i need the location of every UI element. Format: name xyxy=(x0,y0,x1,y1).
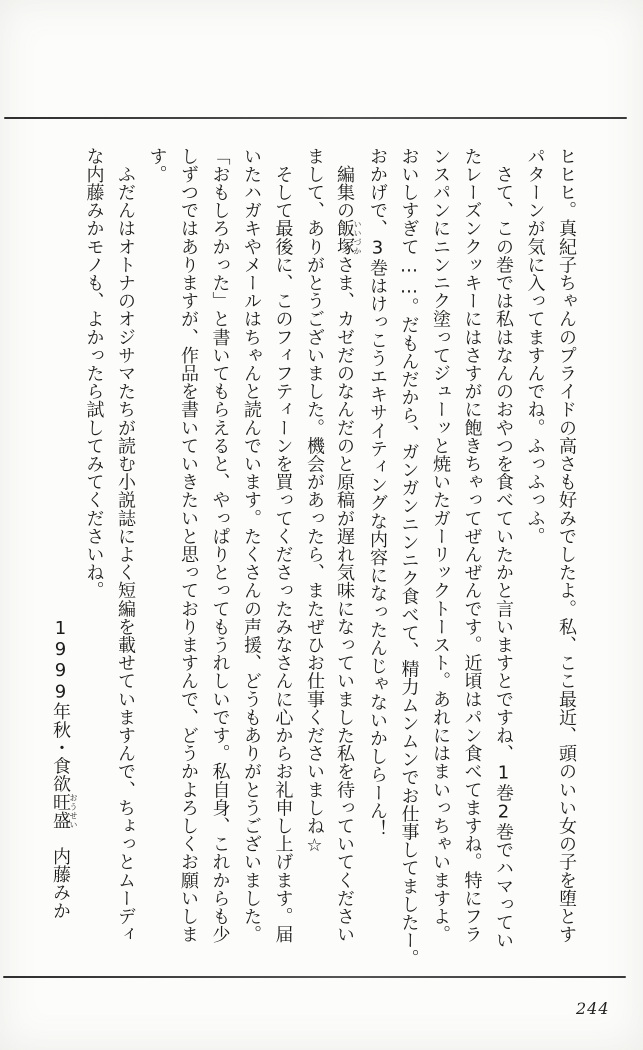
text-column: そして最後に、このフィフティーンを買ってくださったみなさんに心からお礼申し上げます。届 xyxy=(272,147,294,944)
text-column: おかげで、3巻はけっこうエキサイティングな内容になったんじゃないかしらーん！ xyxy=(367,147,388,838)
text-column: な内藤みかモノも、よかったら試してみてくださいね。 xyxy=(83,147,105,600)
top-rule xyxy=(4,117,627,119)
text-column: しずつではありますが、作品を書いていきたいと思っておりますんで、どうかよろしくお願いしま xyxy=(178,147,199,944)
bottom-rule xyxy=(3,976,626,978)
text-column: ヒヒヒ。真紀子ちゃんのプライドの高さも好みでしたよ。私、ここ最近、頭のいい女の子を堕とす xyxy=(556,147,577,944)
text-column: いたハガキやメールはちゃんと読んでいます。たくさんの声援、どうもありがとうございました。 xyxy=(241,147,262,944)
text-column: す。 xyxy=(146,147,168,184)
text-column: たレーズンクッキーにはさすがに飽きちゃってぜんぜんです。近頃はパン食べてますね。特にフラ xyxy=(461,147,483,944)
page-number: 244 xyxy=(576,999,610,1018)
text-column: 「おもしろかった」と書いてもらえると、やっぱりとってもうれしいです。私自身、これからも少 xyxy=(209,147,231,944)
text-column: ふだんはオトナのオジサマたちが読む小説誌によく短編を載せていますんで、ちょっとムーディ xyxy=(115,147,136,944)
ruby-annotated-word: 旺盛おうせい xyxy=(50,792,78,830)
text-column: 編集の飯塚いいづかさま、カゼだのなんだのと原稿が遅れ気味になっていました私を待っていてください xyxy=(334,147,362,944)
text-column: パターンが気に入ってますんでね。ふっふっふ。 xyxy=(524,147,546,546)
afterword-columns xyxy=(78,147,582,967)
text-column: おいしすぎて……。だもんだから、ガンガンニンニク食べて、精力ムンムンでお仕事してましたー。 xyxy=(398,147,420,968)
text-column: まして、ありがとうございました。機会があったら、またぜひお仕事くださいましね☆ xyxy=(304,147,325,856)
text-column: さて、この巻では私はなんのおやつを食べていたかと言いますとですね、1巻2巻でハマってい xyxy=(493,147,514,950)
author-signature: 1999年秋・食欲旺盛おうせい 内藤みか xyxy=(50,618,78,920)
text-column: ンスパンにニンニク塗ってジューッと焼いたガーリックトースト。あれにはまいっちゃいますよ。 xyxy=(430,147,451,944)
ruby-annotated-word: 飯塚いいづか xyxy=(334,219,362,256)
